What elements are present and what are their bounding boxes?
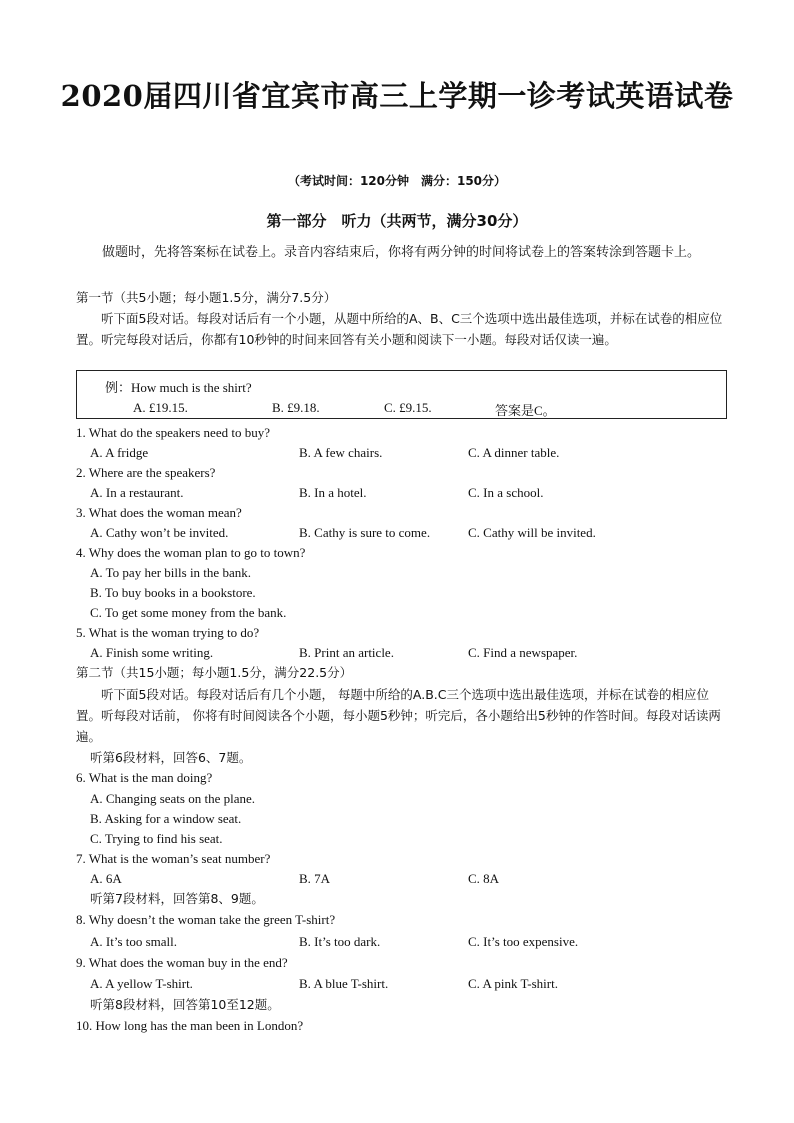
q3-option-c: C. Cathy will be invited.	[468, 525, 596, 540]
section2-heading: 第二节（共15小题；每小题1.5分，满分22.5分）	[76, 665, 353, 680]
q5-option-c: C. Find a newspaper.	[468, 645, 578, 660]
q7-option-a: A. 6A	[90, 871, 122, 886]
material-8-note: 听第8段材料，回答第10至12题。	[90, 997, 280, 1012]
q1-option-a: A. A fridge	[90, 445, 149, 460]
exam-info: （考试时间：120分钟 满分：150分）	[287, 174, 507, 188]
q9-option-b: B. A blue T-shirt.	[299, 976, 389, 991]
q2-option-a: A. In a restaurant.	[90, 485, 184, 500]
q3-option-a: A. Cathy won’t be invited.	[90, 525, 229, 540]
example-option-a: A. £19.15.	[133, 400, 188, 415]
q1-option-b: B. A few chairs.	[299, 445, 383, 460]
question-4: 4. Why does the woman plan to go to town?	[76, 545, 306, 560]
q6-option-a: A. Changing seats on the plane.	[90, 791, 255, 806]
section1-heading: 第一节（共5小题；每小题1.5分，满分7.5分）	[76, 290, 337, 305]
exam-title: 2020届四川省宜宾市高三上学期一诊考试英语试卷	[60, 79, 734, 113]
q9-option-c: C. A pink T-shirt.	[468, 976, 558, 991]
material-7-note: 听第7段材料，回答第8、9题。	[90, 891, 264, 906]
question-10: 10. How long has the man been in London?	[76, 1018, 304, 1033]
question-6: 6. What is the man doing?	[76, 770, 213, 785]
question-8: 8. Why doesn’t the woman take the green T-shirt?	[76, 912, 336, 927]
q4-option-c: C. To get some money from the bank.	[90, 605, 287, 620]
q5-option-a: A. Finish some writing.	[90, 645, 214, 660]
q2-option-b: B. In a hotel.	[299, 485, 367, 500]
question-2: 2. Where are the speakers?	[76, 465, 216, 480]
q6-option-b: B. Asking for a window seat.	[90, 811, 242, 826]
q9-option-a: A. A yellow T-shirt.	[90, 976, 193, 991]
example-question: 例：How much is the shirt?	[105, 380, 252, 395]
q8-option-b: B. It’s too dark.	[299, 934, 381, 949]
question-1: 1. What do the speakers need to buy?	[76, 425, 270, 440]
question-3: 3. What does the woman mean?	[76, 505, 242, 520]
example-option-c: C. £9.15.	[384, 400, 432, 415]
part1-heading: 第一部分 听力（共两节，满分30分）	[266, 212, 528, 230]
question-7: 7. What is the woman’s seat number?	[76, 851, 271, 866]
q5-option-b: B. Print an article.	[299, 645, 394, 660]
example-answer: 答案是C。	[495, 403, 556, 418]
q8-option-a: A. It’s too small.	[90, 934, 178, 949]
q4-option-b: B. To buy books in a bookstore.	[90, 585, 256, 600]
q8-option-c: C. It’s too expensive.	[468, 934, 579, 949]
section2-instructions: 听下面5段对话。每段对话后有几个小题， 每题中所给的A.B.C三个选项中选出最佳选项，并标在试卷的相应位置。听每段对话前， 你将有时间阅读各个小题，每小题5秒钟；听完后，各小题给出5秒钟的作答时间。每段对话读两遍。	[76, 687, 721, 744]
q7-option-c: C. 8A	[468, 871, 500, 886]
material-6-note: 听第6段材料，回答6、7题。	[90, 750, 252, 765]
q4-option-a: A. To pay her bills in the bank.	[90, 565, 251, 580]
q3-option-b: B. Cathy is sure to come.	[299, 525, 431, 540]
intro-paragraph: 做题时，先将答案标在试卷上。录音内容结束后，你将有两分钟的时间将试卷上的答案转涂到答题卡上。	[76, 245, 701, 260]
section1-instructions: 听下面5段对话。每段对话后有一个小题，从题中所给的A、B、C三个选项中选出最佳选项，并标在试卷的相应位置。听完每段对话后，你都有10秒钟的时间来回答有关小题和阅读下一小题。每段对话仅读一遍。	[76, 311, 723, 347]
q1-option-c: C. A dinner table.	[468, 445, 560, 460]
example-box	[76, 370, 727, 419]
q6-option-c: C. Trying to find his seat.	[90, 831, 223, 846]
q2-option-c: C. In a school.	[468, 485, 544, 500]
example-option-b: B. £9.18.	[272, 400, 320, 415]
question-9: 9. What does the woman buy in the end?	[76, 955, 288, 970]
question-5: 5. What is the woman trying to do?	[76, 625, 260, 640]
q7-option-b: B. 7A	[299, 871, 331, 886]
